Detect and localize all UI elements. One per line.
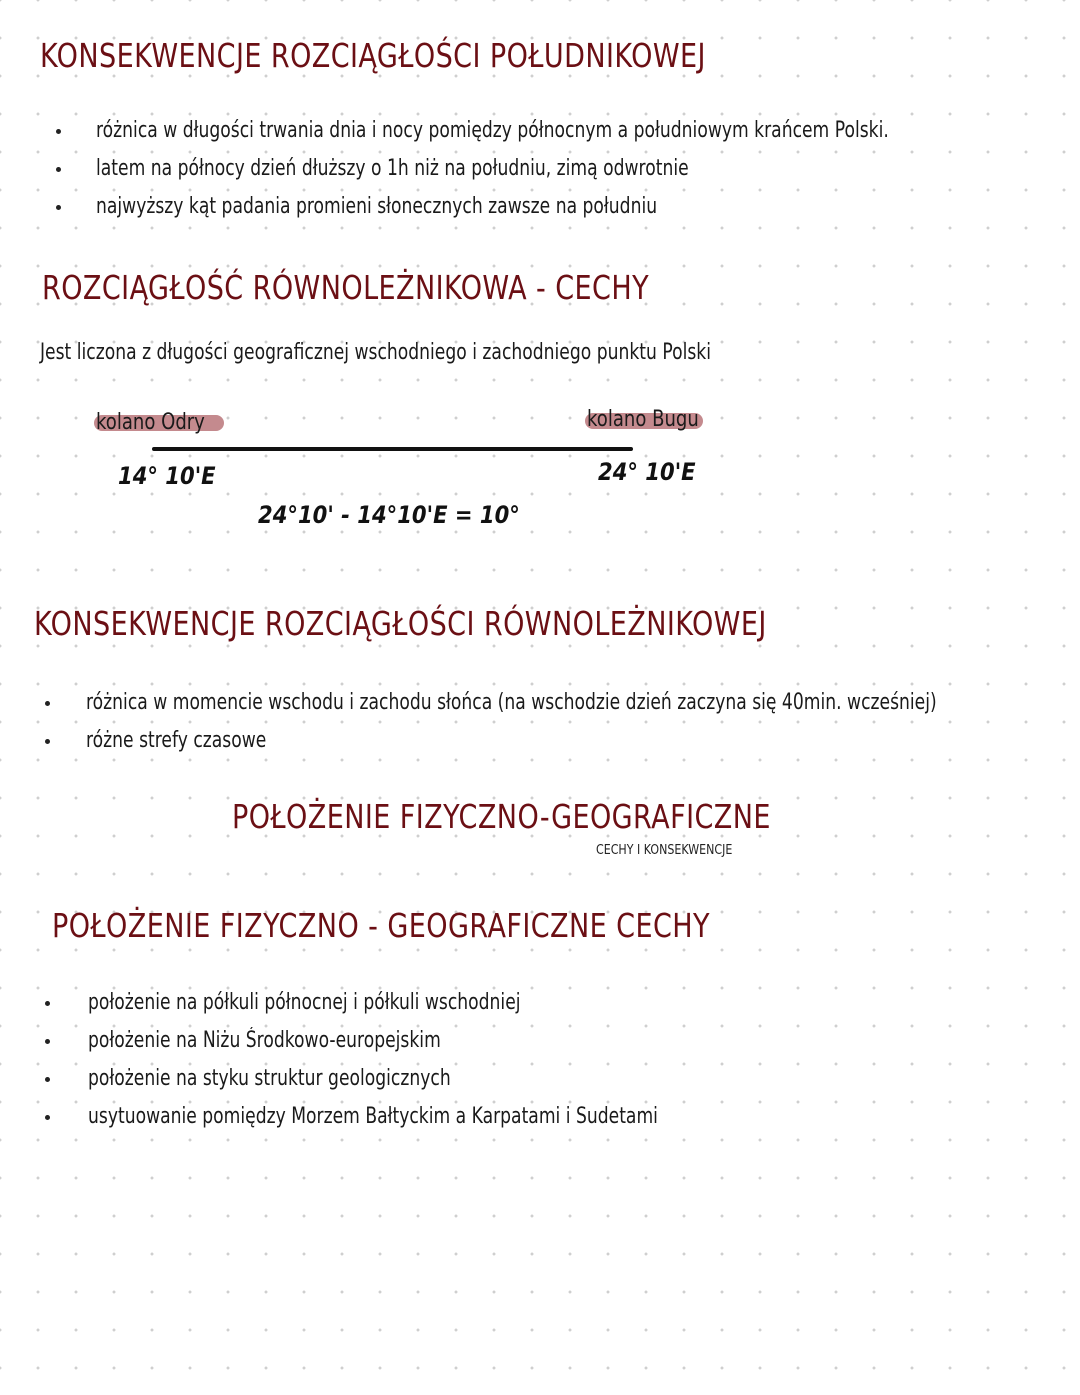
bullet-icon [45, 1115, 50, 1120]
heading-konsekwencje-poludnikowej: KONSEKWENCJE ROZCIĄGŁOŚCI POŁUDNIKOWEJ [40, 36, 706, 75]
list-item: usytuowanie pomiędzy Morzem Bałtyckim a Karpatami i Sudetami [0, 1098, 1080, 1136]
calculation: 24°10' - 14°10'E = 10° [258, 501, 520, 529]
bullet-list-cechy [0, 984, 1080, 1136]
list-item: położenie na styku struktur geologicznych [0, 1060, 1080, 1098]
label-kolano-odry: kolano Odry [96, 412, 229, 434]
label-kolano-bugu: kolano Bugu [587, 409, 723, 431]
bullet-icon [45, 1001, 50, 1006]
bullet-icon [56, 167, 61, 172]
extent-line [152, 447, 633, 451]
heading-konsekwencje-rownoleznikowej: KONSEKWENCJE ROZCIĄGŁOŚCI RÓWNOLEŻNIKOWEJ [34, 604, 767, 643]
list-item: różnica w długości trwania dnia i nocy pomiędzy północnym a południowym krańcem Polski. [0, 112, 1080, 150]
coord-east: 24° 10'E [598, 458, 696, 486]
heading-polozenie-fizyczno-geograficzne: POŁOŻENIE FIZYCZNO-GEOGRAFICZNE [232, 797, 771, 836]
bullet-icon [45, 1039, 50, 1044]
list-item: najwyższy kąt padania promieni słonecznych zawsze na południu [0, 188, 1080, 226]
list-item: położenie na półkuli północnej i półkuli wschodniej [0, 984, 1080, 1022]
bullet-icon [56, 129, 61, 134]
coord-west: 14° 10'E [118, 462, 216, 490]
list-item: różne strefy czasowe [0, 722, 1080, 760]
bullet-icon [45, 1077, 50, 1082]
subtitle-cechy-i-konsekwencje: CECHY I KONSEKWENCJE [596, 843, 733, 858]
list-item: różnica w momencie wschodu i zachodu słońca (na wschodzie dzień zaczyna się 40min. wcześniej) [0, 684, 1080, 722]
bullet-icon [45, 701, 50, 706]
list-item: położenie na Niżu Środkowo-europejskim [0, 1022, 1080, 1060]
bullet-list-poludnikowa [0, 112, 1080, 226]
bullet-list-rownoleznikowa [0, 684, 1080, 760]
heading-rozciaglosc-rownoleznikowa: ROZCIĄGŁOŚĆ RÓWNOLEŻNIKOWA - CECHY [42, 268, 650, 307]
bullet-icon [45, 739, 50, 744]
list-item: latem na północy dzień dłuższy o 1h niż na południu, zimą odwrotnie [0, 150, 1080, 188]
bullet-icon [56, 205, 61, 210]
description-text: Jest liczona z długości geograficznej wschodniego i zachodniego punktu Polski [40, 340, 711, 365]
heading-polozenie-cechy: POŁOŻENIE FIZYCZNO - GEOGRAFICZNE CECHY [52, 906, 710, 945]
